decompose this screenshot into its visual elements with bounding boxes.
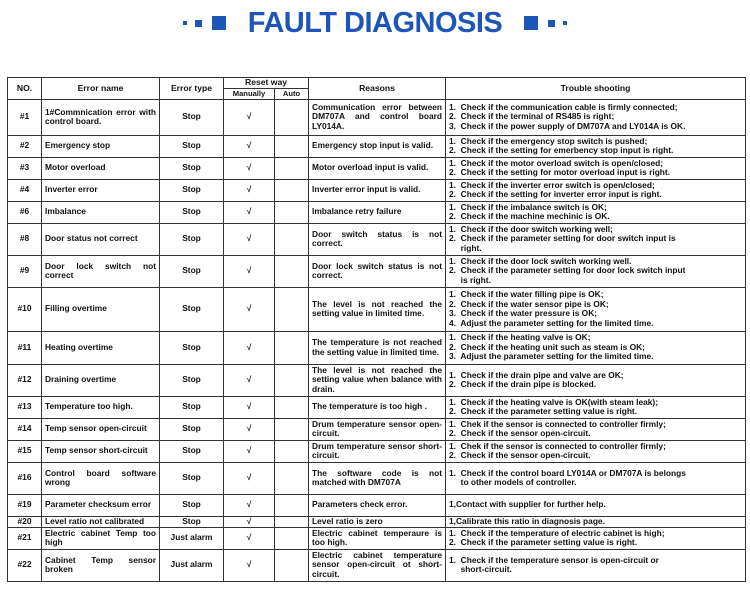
table-row [8, 527, 746, 549]
step-line: 2. Check if the parameter setting value is right. [449, 406, 638, 417]
cell-reset-manual: √ [224, 255, 275, 287]
cell-error-name: Level ratio not calibrated [42, 516, 160, 527]
cell-reset-manual: √ [224, 549, 275, 581]
header-error-name: Error name [42, 78, 160, 100]
step-line: 1. Check if the temperature of electric cabinet is high; [449, 527, 665, 538]
cell-reset-manual: √ [224, 516, 275, 527]
step-line: 1. Check if the communication cable is firmly connected; [449, 101, 678, 112]
cell-no: #4 [8, 179, 42, 201]
cell-no: #12 [8, 364, 42, 396]
cell-reset-manual: √ [224, 440, 275, 462]
cell-no: #22 [8, 549, 42, 581]
cell-trouble-shooting [446, 135, 746, 157]
cell-reset-manual: √ [224, 462, 275, 494]
cell-error-type: Stop [160, 135, 224, 157]
cell-error-name: Filling overtime [42, 287, 160, 331]
cell-reason: The temperature is not reached the setting value in limited time. [309, 331, 446, 364]
cell-reset-auto [275, 287, 309, 331]
cell-error-type: Stop [160, 179, 224, 201]
step-line: is right. [449, 274, 491, 285]
step-line: to other models of controller. [449, 477, 577, 488]
cell-reset-manual: √ [224, 157, 275, 179]
cell-reset-manual: √ [224, 287, 275, 331]
cell-reason: Parameters check error. [309, 494, 446, 516]
cell-reset-auto [275, 99, 309, 135]
cell-error-type: Just alarm [160, 527, 224, 549]
cell-trouble-shooting [446, 462, 746, 494]
step-line: 3. Check if the power supply of DM707A and LY014A is OK. [449, 120, 686, 131]
step-line: 1. Check if the motor overload switch is open/closed; [449, 157, 664, 168]
cell-error-type: Stop [160, 201, 224, 223]
cell-error-name: Inverter error [42, 179, 160, 201]
cell-reset-manual: √ [224, 331, 275, 364]
step-line: 4. Adjust the parameter setting for the limited time. [449, 317, 654, 328]
cell-error-type: Stop [160, 364, 224, 396]
cell-error-type: Stop [160, 418, 224, 440]
cell-error-type: Stop [160, 99, 224, 135]
cell-reason: The level is not reached the setting value when balance with drain. [309, 364, 446, 396]
decor-square-icon [563, 21, 567, 25]
table-row [8, 516, 746, 527]
cell-error-type: Stop [160, 223, 224, 255]
cell-reset-manual: √ [224, 396, 275, 418]
table-row [8, 418, 746, 440]
cell-error-name: Door lock switch not correct [42, 255, 160, 287]
step-line: 1. Check if the door switch working well; [449, 223, 613, 234]
cell-error-name: Draining overtime [42, 364, 160, 396]
cell-no: #6 [8, 201, 42, 223]
cell-reason: Inverter error input is valid. [309, 179, 446, 201]
title-bar [0, 6, 750, 40]
cell-reason: Electric cabinet temperature sensor open-circuit ot short-circuit. [309, 549, 446, 581]
cell-no: #2 [8, 135, 42, 157]
cell-reason: Drum temperature sensor short-circuit. [309, 440, 446, 462]
table-row [8, 364, 746, 396]
cell-no: #21 [8, 527, 42, 549]
cell-error-name: Motor overload [42, 157, 160, 179]
table-row [8, 549, 746, 581]
cell-reason: Electric cabinet temperaure is too high. [309, 527, 446, 549]
cell-trouble-shooting [446, 494, 746, 516]
step-line: 2. Check if the setting for inverter error input is right. [449, 189, 662, 200]
step-line: 1,Calibrate this ratio in diagnosis page. [449, 516, 605, 526]
step-line: 3. Check if the water pressure is OK; [449, 308, 598, 319]
cell-trouble-shooting [446, 99, 746, 135]
step-line: 1. Check if the emergency stop switch is pushed; [449, 135, 648, 146]
cell-reset-manual: √ [224, 364, 275, 396]
cell-no: #14 [8, 418, 42, 440]
table-row [8, 255, 746, 287]
cell-trouble-shooting [446, 157, 746, 179]
cell-error-name: Door status not correct [42, 223, 160, 255]
step-line: 1. Check if the control board LY014A or DM707A is belongs [449, 467, 686, 478]
cell-reason: Communication error between DM707A and control board LY014A. [309, 99, 446, 135]
cell-trouble-shooting [446, 549, 746, 581]
step-line: 2. Check if the terminal of RS485 is right; [449, 111, 615, 122]
table-row [8, 135, 746, 157]
table-row [8, 179, 746, 201]
step-line: 2. Check if the parameter setting for door switch input is [449, 233, 676, 244]
header-trouble-shooting: Trouble shooting [446, 78, 746, 100]
cell-error-name: Parameter checksum error [42, 494, 160, 516]
step-line: 2. Check if the setting for emerbency stop input is right. [449, 145, 674, 156]
step-line: 2. Check if the heating unit such as steam is OK; [449, 341, 645, 352]
cell-error-name: Electric cabinet Temp too high [42, 527, 160, 549]
step-line: 2. Check if the setting for motor overload input is right. [449, 167, 671, 178]
header-error-type: Error type [160, 78, 224, 100]
cell-reset-manual: √ [224, 418, 275, 440]
decor-square-icon [524, 16, 538, 30]
cell-trouble-shooting [446, 418, 746, 440]
cell-trouble-shooting [446, 364, 746, 396]
cell-reset-manual: √ [224, 135, 275, 157]
cell-error-name: Temp sensor open-circuit [42, 418, 160, 440]
cell-reset-auto [275, 157, 309, 179]
cell-no: #9 [8, 255, 42, 287]
cell-error-type: Just alarm [160, 549, 224, 581]
cell-error-type: Stop [160, 287, 224, 331]
decor-square-icon [548, 20, 555, 27]
step-line: short-circuit. [449, 564, 512, 575]
table-row [8, 331, 746, 364]
step-line: 1. Check if the imbalance switch is OK; [449, 201, 607, 212]
header-reset-way: Reset way [224, 78, 309, 89]
cell-reset-auto [275, 364, 309, 396]
cell-error-type: Stop [160, 516, 224, 527]
table-row [8, 223, 746, 255]
cell-reset-auto [275, 440, 309, 462]
cell-reset-manual: √ [224, 527, 275, 549]
step-line: 2. Check if the sensor open-circuit. [449, 450, 591, 461]
cell-reset-auto [275, 255, 309, 287]
step-line: 2. Check if the machine mechinic is OK. [449, 211, 610, 222]
cell-trouble-shooting [446, 201, 746, 223]
cell-reset-auto [275, 527, 309, 549]
decor-square-icon [183, 21, 187, 25]
step-line: 1. Chek if the sensor is connected to controller firmly; [449, 418, 666, 429]
cell-error-type: Stop [160, 462, 224, 494]
table-row [8, 99, 746, 135]
cell-reason: Motor overload input is valid. [309, 157, 446, 179]
step-line: 3. Adjust the parameter setting for the limited time. [449, 351, 654, 362]
step-line: 2. Check if the parameter setting for door lock switch input [449, 265, 686, 276]
table-row [8, 157, 746, 179]
cell-no: #8 [8, 223, 42, 255]
step-line: 1. Check if the drain pipe and valve are OK; [449, 369, 624, 380]
step-line: 1. Check if the temperature sensor is open-circuit or [449, 554, 659, 565]
cell-no: #10 [8, 287, 42, 331]
page-title: FAULT DIAGNOSIS [247, 6, 503, 39]
cell-trouble-shooting [446, 223, 746, 255]
cell-reset-auto [275, 516, 309, 527]
step-line: right. [449, 242, 482, 253]
cell-reset-auto [275, 223, 309, 255]
cell-error-type: Stop [160, 157, 224, 179]
decor-square-icon [195, 20, 202, 27]
decor-square-icon [212, 16, 226, 30]
cell-trouble-shooting [446, 287, 746, 331]
cell-reset-auto [275, 462, 309, 494]
step-line: 1. Check if the door lock switch working well. [449, 255, 632, 266]
cell-error-name: Emergency stop [42, 135, 160, 157]
cell-no: #15 [8, 440, 42, 462]
header-no: NO. [8, 78, 42, 100]
table-row [8, 287, 746, 331]
cell-reason: The software code is not matched with DM707A [309, 462, 446, 494]
step-line: 1. Chek if the sensor is connected to controller firmly; [449, 440, 666, 451]
cell-reset-manual: √ [224, 99, 275, 135]
step-line: 2. Check if the parameter setting value is right. [449, 537, 638, 548]
step-line: 2. Check if the water sensor pipe is OK; [449, 298, 609, 309]
step-line: 2. Check if the drain pipe is blocked. [449, 379, 597, 390]
cell-error-type: Stop [160, 255, 224, 287]
step-line: 1. Check if the heating valve is OK(with steam leak); [449, 396, 658, 407]
step-line: 1. Check if the water filling pipe is OK; [449, 288, 604, 299]
cell-reason: Door switch status is not correct. [309, 223, 446, 255]
cell-no: #19 [8, 494, 42, 516]
cell-error-type: Stop [160, 440, 224, 462]
cell-no: #3 [8, 157, 42, 179]
cell-reset-auto [275, 549, 309, 581]
header-manually: Manually [224, 89, 275, 100]
cell-error-name: Imbalance [42, 201, 160, 223]
cell-trouble-shooting [446, 527, 746, 549]
table-row [8, 440, 746, 462]
cell-error-name: Temp sensor short-circuit [42, 440, 160, 462]
cell-reason: Drum temperature sensor open-circuit. [309, 418, 446, 440]
step-line: 2. Check if the sensor open-circuit. [449, 428, 591, 439]
table-row [8, 396, 746, 418]
cell-reason: Level ratio is zero [309, 516, 446, 527]
cell-trouble-shooting [446, 331, 746, 364]
cell-reason: Door lock switch status is not correct. [309, 255, 446, 287]
cell-no: #1 [8, 99, 42, 135]
cell-reset-auto [275, 201, 309, 223]
cell-reset-manual: √ [224, 179, 275, 201]
cell-trouble-shooting [446, 440, 746, 462]
cell-reason: The level is not reached the setting value in limited time. [309, 287, 446, 331]
table-row [8, 494, 746, 516]
cell-reset-manual: √ [224, 494, 275, 516]
cell-reset-manual: √ [224, 223, 275, 255]
cell-no: #20 [8, 516, 42, 527]
header-auto: Auto [275, 89, 309, 100]
header-reasons: Reasons [309, 78, 446, 100]
table-row [8, 462, 746, 494]
cell-error-type: Stop [160, 494, 224, 516]
cell-no: #16 [8, 462, 42, 494]
cell-reset-auto [275, 331, 309, 364]
cell-reason: Emergency stop input is valid. [309, 135, 446, 157]
cell-reset-auto [275, 179, 309, 201]
table-row [8, 201, 746, 223]
cell-error-name: Heating overtime [42, 331, 160, 364]
step-line: 1,Contact with supplier for further help. [449, 499, 606, 510]
cell-reason: The temperature is too high . [309, 396, 446, 418]
cell-trouble-shooting [446, 179, 746, 201]
cell-no: #11 [8, 331, 42, 364]
cell-no: #13 [8, 396, 42, 418]
cell-reset-manual: √ [224, 201, 275, 223]
cell-error-type: Stop [160, 331, 224, 364]
cell-error-name: Temperature too high. [42, 396, 160, 418]
cell-reason: Imbalance retry failure [309, 201, 446, 223]
cell-reset-auto [275, 418, 309, 440]
cell-error-type: Stop [160, 396, 224, 418]
cell-reset-auto [275, 135, 309, 157]
fault-table [7, 77, 746, 582]
cell-trouble-shooting [446, 396, 746, 418]
cell-trouble-shooting [446, 516, 746, 527]
cell-error-name: 1#Commnication error with control board. [42, 99, 160, 135]
step-line: 1. Check if the heating valve is OK; [449, 332, 591, 343]
cell-error-name: Control board software wrong [42, 462, 160, 494]
cell-trouble-shooting [446, 255, 746, 287]
cell-reset-auto [275, 396, 309, 418]
cell-error-name: Cabinet Temp sensor broken [42, 549, 160, 581]
cell-reset-auto [275, 494, 309, 516]
step-line: 1. Check if the inverter error switch is open/closed; [449, 179, 655, 190]
